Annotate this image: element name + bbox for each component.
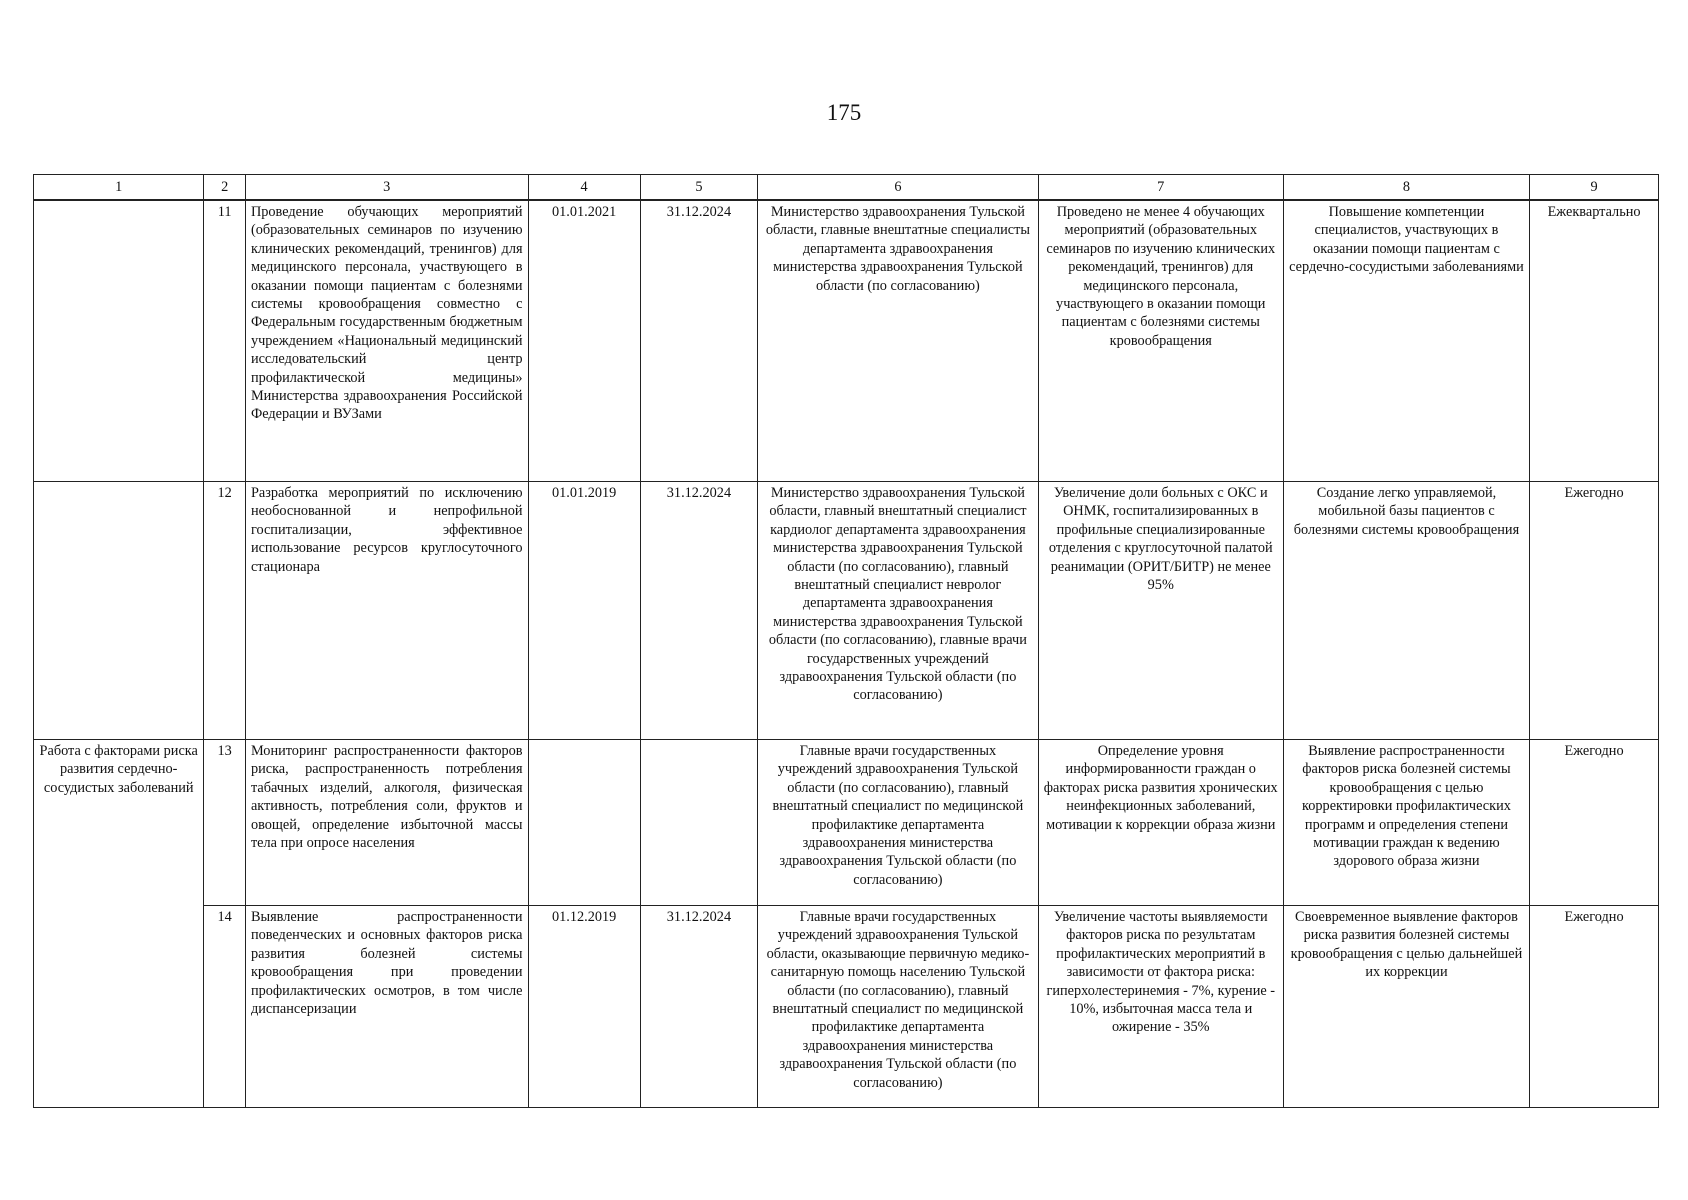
start-date-cell: 01.12.2019 xyxy=(528,906,640,1108)
result-cell: Увеличение частоты выявляемости факторов риска по результатам профилактических мероприятий в зависимости от фактора риска: гиперхолестеринемия - 7%, курение - 10%, избыточная масса тела и ожирение - 35% xyxy=(1038,906,1283,1108)
effect-cell: Повышение компетенции специалистов, участвующих в оказании помощи пациентам с сердечно-сосудистыми заболеваниями xyxy=(1283,200,1529,482)
header-col-7: 7 xyxy=(1038,175,1283,201)
row-number: 12 xyxy=(204,482,246,740)
header-col-6: 6 xyxy=(758,175,1039,201)
activity-cell: Проведение обучающих мероприятий (образовательных семинаров по изучению клинических рекомендаций, тренингов) для медицинского персонала, участвующего в оказании помощи пациентам с болезнями системы кровообращения совместно с Федеральным государственным бюджетным учреждением «Национальный медицинский исследовательский центр профилактической медицины» Министерства здравоохранения Российской Федерации и ВУЗами xyxy=(245,200,528,482)
responsible-cell: Главные врачи государственных учреждений здравоохранения Тульской области, оказывающие первичную медико-санитарную помощь населению Тульской области (по согласованию), главный внештатный специалист по медицинской профилактике департамента здравоохранения министерства здравоохранения Тульской области (по согласованию) xyxy=(758,906,1039,1108)
start-date-cell: 01.01.2021 xyxy=(528,200,640,482)
end-date-cell: 31.12.2024 xyxy=(640,906,757,1108)
table-row xyxy=(34,200,1659,482)
header-col-2: 2 xyxy=(204,175,246,201)
header-row xyxy=(34,175,1659,201)
end-date-cell: 31.12.2024 xyxy=(640,482,757,740)
responsible-cell: Министерство здравоохранения Тульской области, главные внештатные специалисты департамента здравоохранения министерства здравоохранения Тульской области (по согласованию) xyxy=(758,200,1039,482)
header-col-1: 1 xyxy=(34,175,204,201)
end-date-cell: 31.12.2024 xyxy=(640,200,757,482)
group-cell-empty xyxy=(34,482,204,740)
header-col-3: 3 xyxy=(245,175,528,201)
row-number: 14 xyxy=(204,906,246,1108)
responsible-cell: Министерство здравоохранения Тульской области, главный внештатный специалист кардиолог департамента здравоохранения министерства здравоохранения Тульской области (по согласованию), главный внештатный специалист невролог департамента здравоохранения министерства здравоохранения Тульской области (по согласованию), главные врачи государственных учреждений здравоохранения Тульской области (по согласованию) xyxy=(758,482,1039,740)
header-col-4: 4 xyxy=(528,175,640,201)
header-col-9: 9 xyxy=(1530,175,1659,201)
effect-cell: Выявление распространенности факторов риска болезней системы кровообращения с целью корректировки профилактических программ и определения степени мотивации граждан к ведению здорового образа жизни xyxy=(1283,740,1529,906)
table-row xyxy=(34,906,1659,1108)
frequency-cell: Ежегодно xyxy=(1530,482,1659,740)
activity-cell: Мониторинг распространенности факторов риска, распространенность потребления табачных изделий, алкоголя, физическая активность, потребления соли, фруктов и овощей, определение избыточной массы тела при опросе населения xyxy=(245,740,528,906)
frequency-cell: Ежеквартально xyxy=(1530,200,1659,482)
result-cell: Определение уровня информированности граждан о факторах риска развития хронических неинфекционных заболеваний, мотивации к коррекции образа жизни xyxy=(1038,740,1283,906)
activity-cell: Выявление распространенности поведенческих и основных факторов риска развития болезней системы кровообращения при проведении профилактических осмотров, в том числе диспансеризации xyxy=(245,906,528,1108)
table-row xyxy=(34,740,1659,906)
start-date-cell xyxy=(528,740,640,906)
measures-table xyxy=(33,174,1659,1108)
responsible-cell: Главные врачи государственных учреждений здравоохранения Тульской области (по согласованию), главный внештатный специалист по медицинской профилактике департамента здравоохранения министерства здравоохранения Тульской области (по согласованию) xyxy=(758,740,1039,906)
row-number: 13 xyxy=(204,740,246,906)
start-date-cell: 01.01.2019 xyxy=(528,482,640,740)
table-row xyxy=(34,482,1659,740)
group-cell-empty xyxy=(34,200,204,482)
result-cell: Проведено не менее 4 обучающих мероприятий (образовательных семинаров по изучению клинических рекомендаций, тренингов) для медицинского персонала, участвующего в оказании помощи пациентам с болезнями системы кровообращения xyxy=(1038,200,1283,482)
frequency-cell: Ежегодно xyxy=(1530,740,1659,906)
result-cell: Увеличение доли больных с ОКС и ОНМК, госпитализированных в профильные специализированные отделения с круглосуточной палатой реанимации (ОРИТ/БИТР) не менее 95% xyxy=(1038,482,1283,740)
header-col-8: 8 xyxy=(1283,175,1529,201)
effect-cell: Создание легко управляемой, мобильной базы пациентов с болезнями системы кровообращения xyxy=(1283,482,1529,740)
frequency-cell: Ежегодно xyxy=(1530,906,1659,1108)
effect-cell: Своевременное выявление факторов риска развития болезней системы кровообращения с целью дальнейшей их коррекции xyxy=(1283,906,1529,1108)
page-number: 175 xyxy=(826,100,862,125)
activity-cell: Разработка мероприятий по исключению необоснованной и непрофильной госпитализации, эффективное использование ресурсов круглосуточного стационара xyxy=(245,482,528,740)
group-cell: Работа с факторами риска развития сердечно-сосудистых заболеваний xyxy=(34,740,204,1108)
end-date-cell xyxy=(640,740,757,906)
row-number: 11 xyxy=(204,200,246,482)
header-col-5: 5 xyxy=(640,175,757,201)
